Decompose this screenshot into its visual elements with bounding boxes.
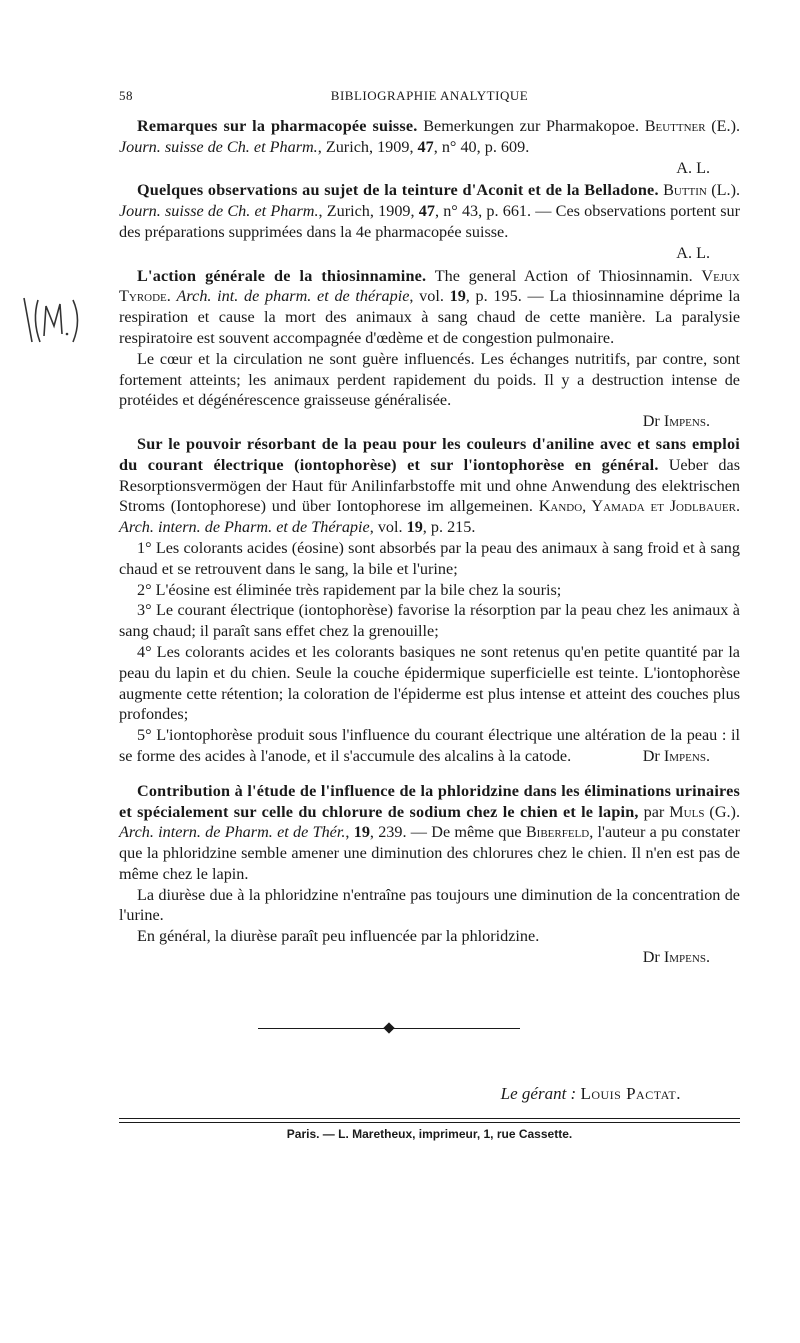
- signature-prefix: Dr: [642, 948, 660, 967]
- article-body: [119, 116, 740, 970]
- entry-journal: Journ. suisse de Ch. et Pharm.: [119, 202, 319, 221]
- signature-prefix: Dr: [642, 746, 660, 765]
- printer-imprint: Paris. — L. Maretheux, imprimeur, 1, rue Cassette.: [286, 1127, 573, 1141]
- entry-text: par: [638, 802, 670, 821]
- signature-name: Impens.: [663, 412, 710, 431]
- entry-author: Buttin: [663, 181, 707, 200]
- gerant-label: Le gérant :: [500, 1084, 577, 1103]
- entry-author: Muls: [669, 802, 705, 821]
- entry-title: L'action générale de la thiosinnamine.: [137, 266, 427, 285]
- entry-paragraph: En général, la diurèse paraît peu influencée par la phloridzine.: [137, 927, 540, 946]
- page-header: [119, 88, 740, 108]
- ornamental-divider: [258, 1024, 520, 1034]
- entry-author-initial: (L.).: [706, 181, 741, 200]
- entry-paragraph: Le cœur et la circulation ne sont guère influencés. Les échanges nutritifs, par contre, sont fortement atteints; les animaux perdent rapidement du poids. Il y a destruction intense de protéides et dégénérescence graisseuse généralisée.: [119, 349, 740, 410]
- entry-list-text: 5° L'iontophorèse produit sous l'influence du courant électrique une altération de la peau : il se forme des acides à l'anode, et il s'accumule des alcalins à la catode.: [119, 726, 740, 765]
- entry-ref: , p. 195.: [465, 287, 522, 306]
- entry-text: The general Action of Thiosinnamin.: [426, 266, 702, 285]
- entry-title: Quelques observations au sujet de la teinture d'Aconit et de la Belladone.: [137, 181, 659, 200]
- entry-author: Kando, Yamada et Jodlbauer: [538, 497, 736, 516]
- entry-list-item: 1° Les colorants acides (éosine) sont absorbés par la peau des animaux à sang froid et à sang chaud et se retrouvent dans le sang, la bile et l'urine;: [119, 538, 740, 578]
- entry-text: , Zurich, 1909,: [317, 137, 418, 156]
- entry-journal: Arch. int. de pharm. et de thérapie: [176, 287, 410, 306]
- handwritten-margin-mark: [18, 292, 88, 352]
- signature-prefix: Dr: [642, 412, 660, 431]
- entry-signature: A. L.: [676, 158, 710, 177]
- entry-title: Contribution à l'étude de l'influence de la phloridzine dans les éliminations urinaires et spécialement sur celle du chlorure de sodium chez le chien et le lapin,: [119, 781, 740, 821]
- footer-rule: [119, 1118, 740, 1119]
- entry-signature: A. L.: [676, 243, 710, 262]
- entry-journal: Journ. suisse de Ch. et Pharm.: [119, 137, 318, 156]
- entry-author: Beuttner: [644, 117, 706, 135]
- entry-title: Sur le pouvoir résorbant de la peau pour les couleurs d'aniline avec et sans emploi du courant électrique (iontophorèse) et sur l'iontophorèse en général.: [119, 434, 740, 474]
- entry-list-item: [119, 725, 740, 767]
- entry-volume: 19: [353, 823, 370, 842]
- entry-ref-name: Biberfeld: [525, 823, 590, 842]
- entry-ref: , n° 43, p. 661. — Ces observations portent sur des préparations supprimées dans la 4e pharmacopée suisse.: [119, 202, 740, 241]
- entry-text: Bemerkungen zur Pharmakopoe.: [417, 117, 645, 135]
- footer-rule: [119, 1122, 740, 1123]
- entry-volume: 47: [418, 202, 435, 221]
- entry-thiosinnamine: L'action générale de la thiosinnamine. The general Action of Thiosinnamin. Vejux Tyrode. Arch. int. de pharm. et de thérapie, vol. 19, p. 195. — La thiosinnamine déprime la respiration et cause la mort des animaux à sang chaud de cette manière. La paralysie respiratoire est souvent accompagnée d'œdème et de congestion pulmonaire. Le cœur et la circulation ne sont guère influencés. Les échanges nutritifs, par contre, sont fortement atteints; les animaux perdent rapidement du poids. Il y a destruction intense de protéides et dégénérescence graisseuse généralisée. Dr Impens.: [119, 266, 741, 431]
- entry-journal: Arch. intern. de Pharm. et de Thérapie: [119, 518, 370, 537]
- entry-signature: [119, 411, 740, 432]
- page-number: 58: [119, 88, 133, 103]
- entry-volume: 19: [449, 287, 466, 306]
- entry-text: , vol.: [409, 287, 450, 306]
- entry-author: Vejux Tyrode: [119, 266, 740, 306]
- gerant-name: Louis Pactat.: [580, 1084, 681, 1103]
- entry-aconit: [119, 180, 740, 263]
- entry-list-item: 2° L'éosine est éliminée très rapidement par la bile chez la souris;: [137, 580, 562, 599]
- entry-author-initial: (E.).: [705, 117, 741, 135]
- entry-ref: , l'auteur a pu constater que la phloridzine semble amener une diminution des chlorures chez le chien. Il n'en est pas de même chez le lapin.: [119, 823, 740, 883]
- entry-list-item: 4° Les colorants acides et les colorants basiques ne sont retenus qu'en petite quantité par la peau du lapin et du chien. Seule la couche épidermique superficielle est teinte. L'iontophorèse augmente cette rétention; la coloration de l'épiderme est plus intense et atteint des couches plus profondes;: [119, 642, 740, 724]
- entry-journal: Arch. intern. de Pharm. et de Thér.: [119, 823, 346, 842]
- entry-iontophorese: Sur le pouvoir résorbant de la peau pour les couleurs d'aniline avec et sans emploi du courant électrique (iontophorèse) et sur l'iontophorèse en général. Ueber das Resorptionsvermögen der Haut für Anilinfarbstoffe mit und ohne Anwendung des elektrischen Stroms (Iontophorese) und über Iontophorese im allgemeinen. Kando, Yamada et Jodlbauer. Arch. intern. de Pharm. et de Thérapie, vol. 19, p. 215. 1° Les colorants acides (éosine) sont absorbés par la peau des animaux à sang froid et à sang chaud et se retrouvent dans le sang, la bile et l'urine; 2° L'éosine est éliminée très rapidement par la bile chez la souris; 3° Le courant électrique (iontophorèse) favorise la résorption par la peau chez les animaux à sang chaud; il paraît sans effet chez la grenouille; 4° Les colorants acides et les colorants basiques ne sont retenus qu'en petite quantité par la peau du lapin et du chien. Seule la couche épidermique superficielle est teinte. L'iontophorèse augmente cette rétention; la coloration de l'épiderme est plus intense et atteint des couches plus profondes; 5° L'iontophorèse produit sous l'influence du courant électrique une altération de la peau : il se forme des acides à l'anode, et il s'accumule des alcalins à la catode. Dr Impens.: [119, 434, 741, 765]
- entry-list-item: 3° Le courant électrique (iontophorèse) favorise la résorption par la peau chez les animaux à sang chaud; il paraît sans effet chez la grenouille;: [119, 601, 740, 641]
- entry-text: ,: [345, 823, 354, 842]
- diamond-ornament-icon: [383, 1022, 394, 1033]
- entry-ref: , n° 40, p. 609.: [433, 137, 530, 156]
- entry-author-initial: (G.).: [704, 802, 740, 821]
- entry-volume: 47: [417, 137, 434, 156]
- signature-name: Impens.: [663, 746, 710, 765]
- entry-title: Remarques sur la pharmacopée suisse.: [137, 117, 418, 135]
- gerant-line: [119, 1084, 681, 1104]
- entry-text: , Zurich, 1909,: [318, 202, 419, 221]
- entry-text: Ueber das Resorptionsvermögen der Haut für Anilinfarbstoffe mit und ohne Anwendung des elektrischen Stroms (Iontophorese) und über Iontophorese im allgemeinen.: [119, 455, 741, 516]
- entry-pharmacopee: [119, 116, 740, 178]
- entry-volume: 19: [406, 518, 423, 537]
- signature-name: Impens.: [663, 948, 710, 967]
- entry-paragraph: — La thiosinnamine déprime la respiration et cause la mort des animaux à sang chaud de cette manière. La paralysie respiratoire est souvent accompagnée d'œdème et de congestion pulmonaire.: [119, 287, 741, 347]
- entry-paragraph: La diurèse due à la phloridzine n'entraîne pas toujours une diminution de la concentration de l'urine.: [119, 885, 740, 925]
- running-head: BIBLIOGRAPHIE ANALYTIQUE: [330, 88, 529, 103]
- entry-ref: , p. 215.: [422, 518, 476, 537]
- entry-signature: [119, 947, 740, 968]
- entry-phloridzine: [119, 781, 740, 968]
- entry-text: , vol.: [369, 518, 407, 537]
- entry-signature: [625, 746, 740, 767]
- entry-ref: , 239. — De même que: [369, 823, 526, 842]
